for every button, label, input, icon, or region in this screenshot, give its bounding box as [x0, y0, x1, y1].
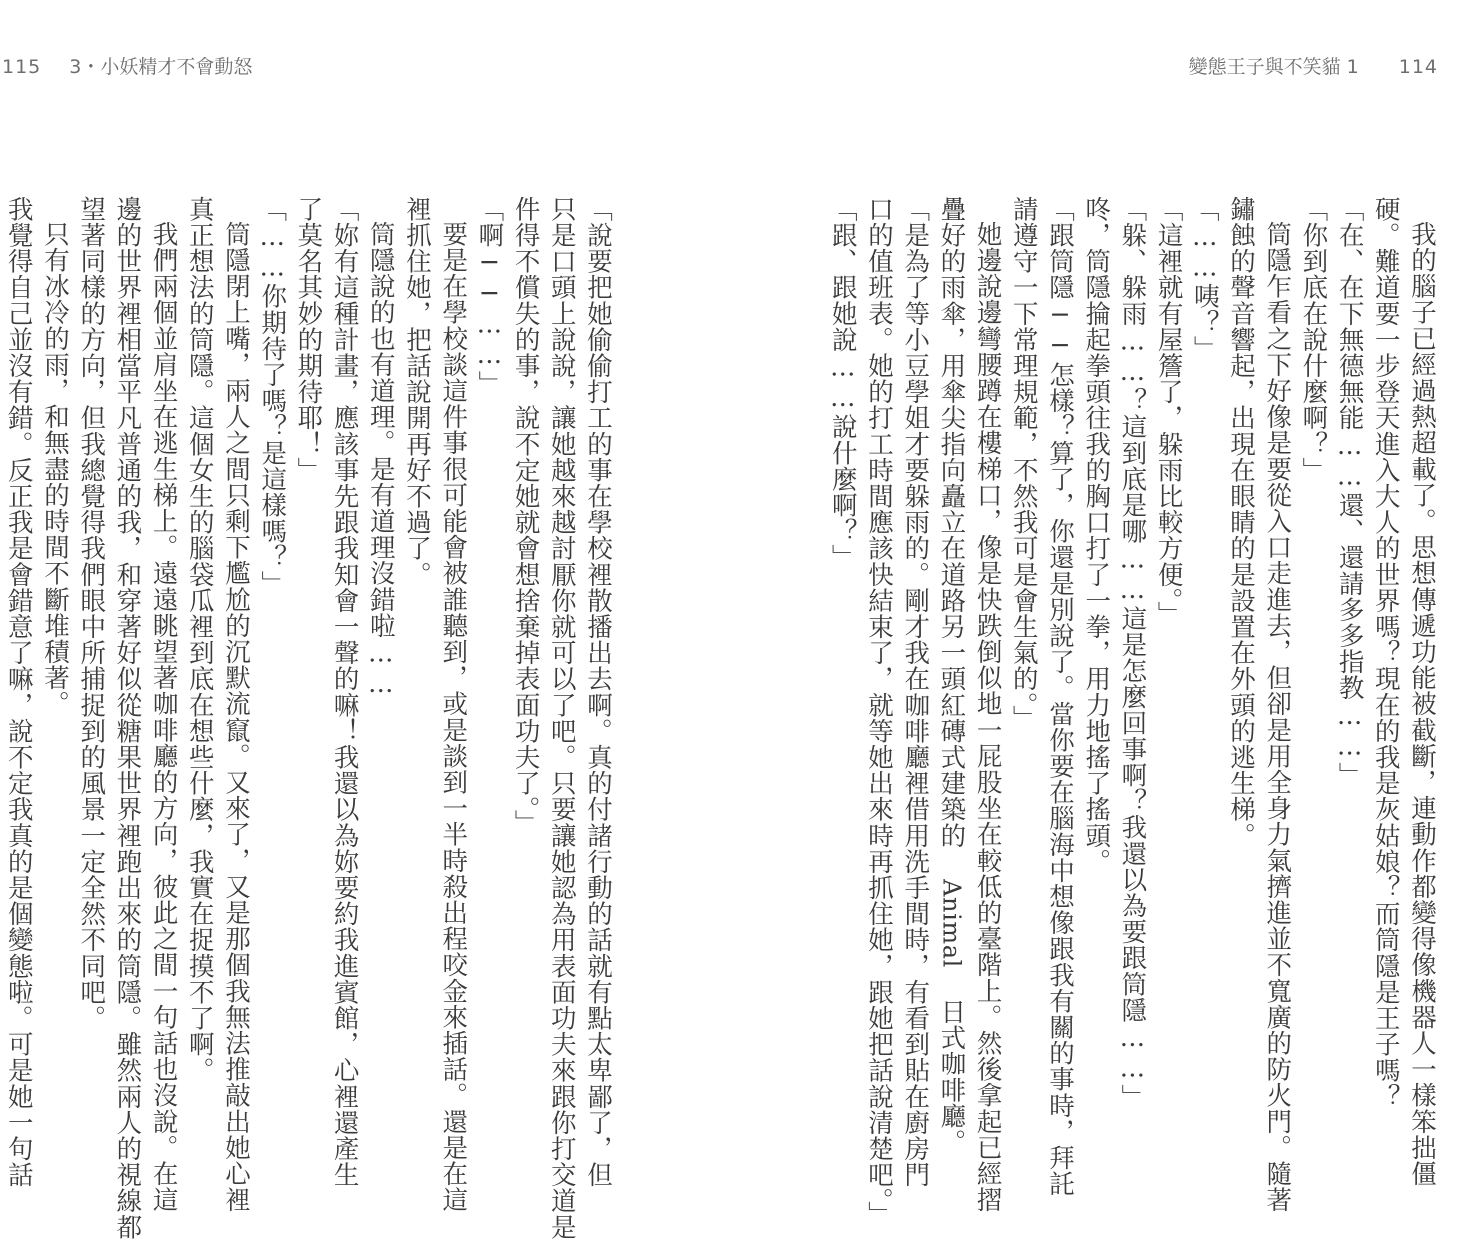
text-column: 鏽蝕的聲音響起，出現在眼睛的是設置在外頭的逃生梯。 — [1226, 196, 1256, 849]
right-page-body — [818, 196, 1442, 1228]
text-column: 只有冰冷的雨，和無盡的時間不斷堆積著。 — [40, 221, 70, 717]
text-column: 裡抓住她，把話說開再好不過了。 — [402, 196, 432, 588]
text-column: 「啊──……」 — [474, 196, 505, 397]
text-column: 「跟筒隱──怎樣？算了，你還是別說了。當你要在腦海中想像跟我有關的事時，拜託 — [1045, 196, 1075, 1197]
text-column: 「跟、跟她說……說什麼啊？」 — [827, 196, 858, 571]
right-page-number: 114 — [1398, 56, 1438, 78]
text-column: 件得不償失的事，說不定她就會想捨棄掉表面功夫了。」 — [510, 196, 541, 836]
text-column: 筒隱乍看之下好像是要從入口走進去，但卻是用全身力氣擠進並不寬廣的防火門。隨著 — [1262, 221, 1293, 1213]
text-column: 我的腦子已經過熱超載了。思想傳遞功能被截斷，連動作都變得像機器人一樣笨拙僵 — [1407, 221, 1437, 1187]
text-column: 了莫名其妙的期待耶！」 — [293, 196, 324, 484]
text-column: 「你到底在說什麼啊？」 — [1298, 196, 1329, 484]
text-column: 望著同樣的方向，但我總覺得我們眼中所捕捉到的風景一定全然不同吧。 — [76, 196, 107, 1032]
text-column: 只是口頭上說說，讓她越來越討厭你就可以了吧。只要讓她認為用表面功夫來跟你打交道是 — [546, 196, 577, 1240]
text-column: 「在、在下無德無能……還、還請多多指教……」 — [1334, 196, 1365, 789]
text-column: 真正想法的筒隱。這個女生的腦袋瓜裡到底在想些什麼，我實在捉摸不了啊。 — [184, 196, 215, 1084]
right-page-header — [1189, 52, 1438, 79]
chapter-title: 3・小妖精才不會動怒 — [69, 56, 253, 78]
text-column: 我覺得自己並沒有錯。反正我是會錯意了嘛，說不定我真的是個變態啦。可是她一句話 — [3, 196, 34, 1188]
text-column: 咚，筒隱掄起拳頭往我的胸口打了一拳，用力地搖了搖頭。 — [1081, 196, 1112, 875]
text-column: 筒隱閉上嘴，兩人之間只剩下尷尬的沉默流竄。又來了，又是那個我無法推敲出她心裡 — [221, 221, 251, 1213]
text-column: 邊的世界裡相當平凡普通的我，和穿著好似從糖果世界裡跑出來的筒隱。雖然兩人的視線都 — [112, 196, 143, 1240]
text-column: 「妳有這種計畫，應該事先跟我知會一聲的嘛！我還以為妳要約我進賓館，心裡還產生 — [329, 196, 360, 1188]
text-column: 硬。難道要一步登天進入大人的世界嗎？現在的我是灰姑娘？而筒隱是王子嗎？ — [1370, 196, 1401, 1110]
text-column: 「這裡就有屋簷了，躲雨比較方便。」 — [1153, 196, 1184, 627]
text-column: 筒隱說的也有道理。是有道理沒錯啦…… — [365, 221, 396, 700]
text-column: 疊好的雨傘，用傘尖指向矗立在道路另一頭紅磚式建築的 Animal 日式咖啡廳。 — [936, 196, 967, 1156]
text-column: 請遵守一下常理規範，不然我可是會生氣的。」 — [1008, 196, 1039, 732]
text-column: 「躲、躲雨……？這到底是哪……這是怎麼回事啊？我還以為要跟筒隱……」 — [1117, 196, 1148, 1111]
text-column: 「說要把她偷偷打工的事在學校裡散播出去啊。真的付諸行動的話就有點太卑鄙了，但 — [583, 196, 613, 1188]
book-title: 變態王子與不笑貓 1 — [1188, 56, 1359, 78]
text-column: 我們兩個並肩坐在逃生梯上。遠遠眺望著咖啡廳的方向，彼此之間一句話也沒說。在這 — [148, 221, 179, 1213]
text-column: 口的值班表。她的打工時間應該快結束了，就等她出來時再抓住她，跟她把話說清楚吧。」 — [864, 196, 894, 1228]
text-column: 要是在學校談這件事很可能會被誰聽到，或是談到一半時殺出程咬金來插話。還是在這 — [438, 221, 469, 1213]
left-page-body — [0, 196, 618, 1240]
text-column: 「……你期待了嗎？是這樣嗎？」 — [257, 196, 288, 597]
text-column: 「……咦？」 — [1189, 196, 1220, 362]
latin-word: Animal — [937, 879, 966, 968]
left-page-number: 115 — [2, 56, 42, 78]
left-page-header — [2, 52, 252, 79]
text-column: 她邊說邊彎腰蹲在樓梯口，像是快跌倒似地一屁股坐在較低的臺階上。然後拿起已經摺 — [972, 221, 1003, 1213]
text-column: 「是為了等小豆學姐才要躲雨的。剛才我在咖啡廳裡借用洗手間時，有看到貼在廚房門 — [900, 196, 931, 1188]
